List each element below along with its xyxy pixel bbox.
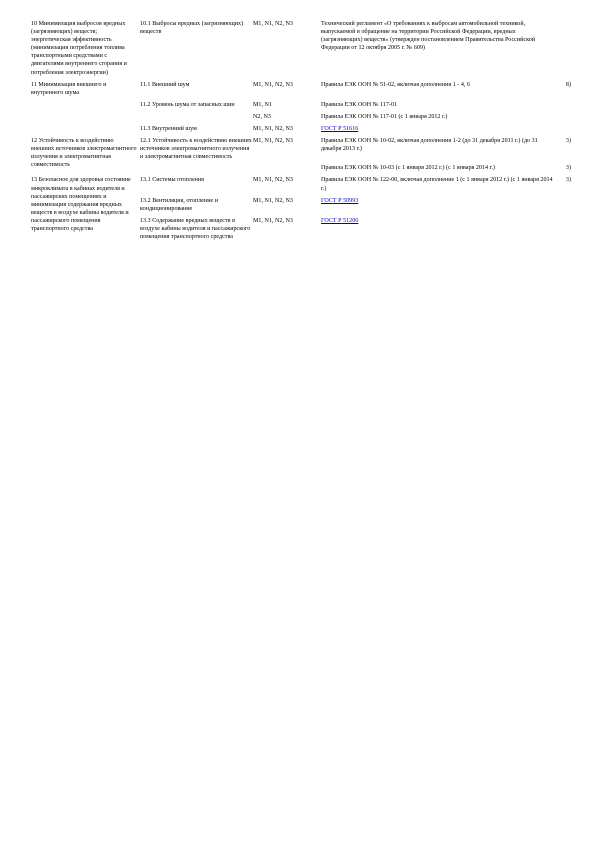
- note-cell: [557, 101, 571, 113]
- category-cell: M1, N1, N2, N3: [253, 81, 293, 88]
- gost-link[interactable]: ГОСТ Р 51616: [321, 126, 359, 133]
- requirement-cell: [31, 125, 138, 137]
- category-cell: M1, N1, N2, N3: [253, 138, 293, 145]
- table-row: [31, 101, 571, 113]
- gost-link[interactable]: ГОСТ Р 51206: [321, 217, 359, 224]
- category-cell: M1, N1, N2, N3: [253, 21, 293, 27]
- category-cell: M1, N1, N2, N3: [253, 126, 293, 133]
- note-cell: [557, 125, 571, 137]
- item-cell: 13.2 Вентиляция, отопление и кондиционирование: [140, 197, 218, 212]
- table-row: [31, 113, 571, 125]
- note-cell: [557, 217, 571, 245]
- document-cell: [321, 137, 557, 176]
- item-cell: 10.1 Выбросы вредных (загрязняющих) веществ: [140, 21, 244, 36]
- requirement-cell: 12 Устойчивость к воздействию внешних источников электромагнитного излучения и электромагнитная совместимость: [31, 138, 137, 169]
- note-cell: [557, 197, 571, 217]
- note-cell: [557, 20, 571, 81]
- category-cell: M1, N1: [253, 101, 272, 108]
- document-cell: [321, 197, 557, 217]
- document-cell: Правила ЕЭК ООН № 51-02, включая дополнения 1 - 4, 6: [321, 81, 471, 88]
- item-cell: [138, 113, 253, 125]
- table-row: [31, 20, 571, 81]
- category-cell: M1, N1, N2, N3: [253, 177, 293, 184]
- requirement-cell: [31, 113, 138, 125]
- table-row: [31, 81, 571, 101]
- item-cell: 11.2 Уровень шума от запасных шин: [140, 101, 235, 108]
- note-mark: 3): [565, 138, 571, 145]
- document-cell: [321, 125, 557, 137]
- gost-link[interactable]: ГОСТ Р 50993: [321, 197, 359, 204]
- document-cell: Технический регламент «О требованиях к выбросам автомобильной техникой, выпускаемой в обращение на территории Российской Федерации, вредных (загрязняющих) веществ» (утвержден постановлением Правительства Российской Федерации от 12 октября 2005 г. № 609): [321, 21, 536, 52]
- note-cell: 3): [565, 177, 571, 184]
- category-cell: M1, N1, N2, N3: [253, 217, 293, 224]
- document-cell: [321, 217, 557, 245]
- document-line: Правила ЕЭК ООН № 10-03 (с 1 января 2012 г.) (с 1 января 2014 г.): [321, 165, 495, 172]
- table-row: [31, 125, 571, 137]
- note-cell: 8): [565, 81, 571, 88]
- item-cell: 11.1 Внешний шум: [140, 81, 190, 88]
- note-cell: [557, 113, 571, 125]
- category-cell: M1, N1, N2, N3: [253, 197, 293, 204]
- requirement-cell: 10 Минимизация выбросов вредных (загрязняющих) веществ; энергетическая эффективность (минимизация потребления топлива транспортными средствами с двигателями внутреннего сгорания и потребления электроэнергии): [31, 21, 127, 76]
- requirements-table: [31, 20, 571, 245]
- item-cell: 11.3 Внутренний шум: [140, 126, 197, 133]
- requirement-cell: 13 Безопасное для здоровья состояние микроклимата в кабинах водителя и пассажирских помещениях и минимизация содержания вредных веществ в воздухе кабины водителя и пассажирского помещения транспортного средства: [31, 177, 131, 232]
- item-cell: 13.1 Системы отопления: [140, 177, 204, 184]
- document-cell: Правила ЕЭК ООН № 117-01: [321, 101, 397, 108]
- item-cell: 13.3 Содержание вредных веществ в воздухе кабины водителя и пассажирского помещения транспортного средства: [140, 217, 251, 240]
- note-mark: 3): [565, 165, 571, 172]
- requirement-cell: 11 Минимизация внешнего и внутреннего шума: [31, 81, 107, 96]
- document-cell: Правила ЕЭК ООН № 122-00, включая дополнение 1 (с 1 января 2012 г.) (с 1 января 2014 г.): [321, 177, 553, 192]
- document-line: Правила ЕЭК ООН № 10-02, включая дополнения 1-2 (до 31 декабря 2011 г.) (до 31 декабря 2013 г.): [321, 138, 538, 153]
- item-cell: 12.1 Устойчивость к воздействию внешних источников электромагнитного излучения и электромагнитная совместимость: [140, 138, 252, 161]
- category-cell: N2, N3: [253, 113, 271, 120]
- note-cell: [557, 137, 571, 176]
- document-cell: Правила ЕЭК ООН № 117-01 (с 1 января 2012 г.): [321, 113, 448, 120]
- table-row: [31, 176, 571, 196]
- table-row: [31, 137, 571, 176]
- requirement-cell: [31, 101, 138, 113]
